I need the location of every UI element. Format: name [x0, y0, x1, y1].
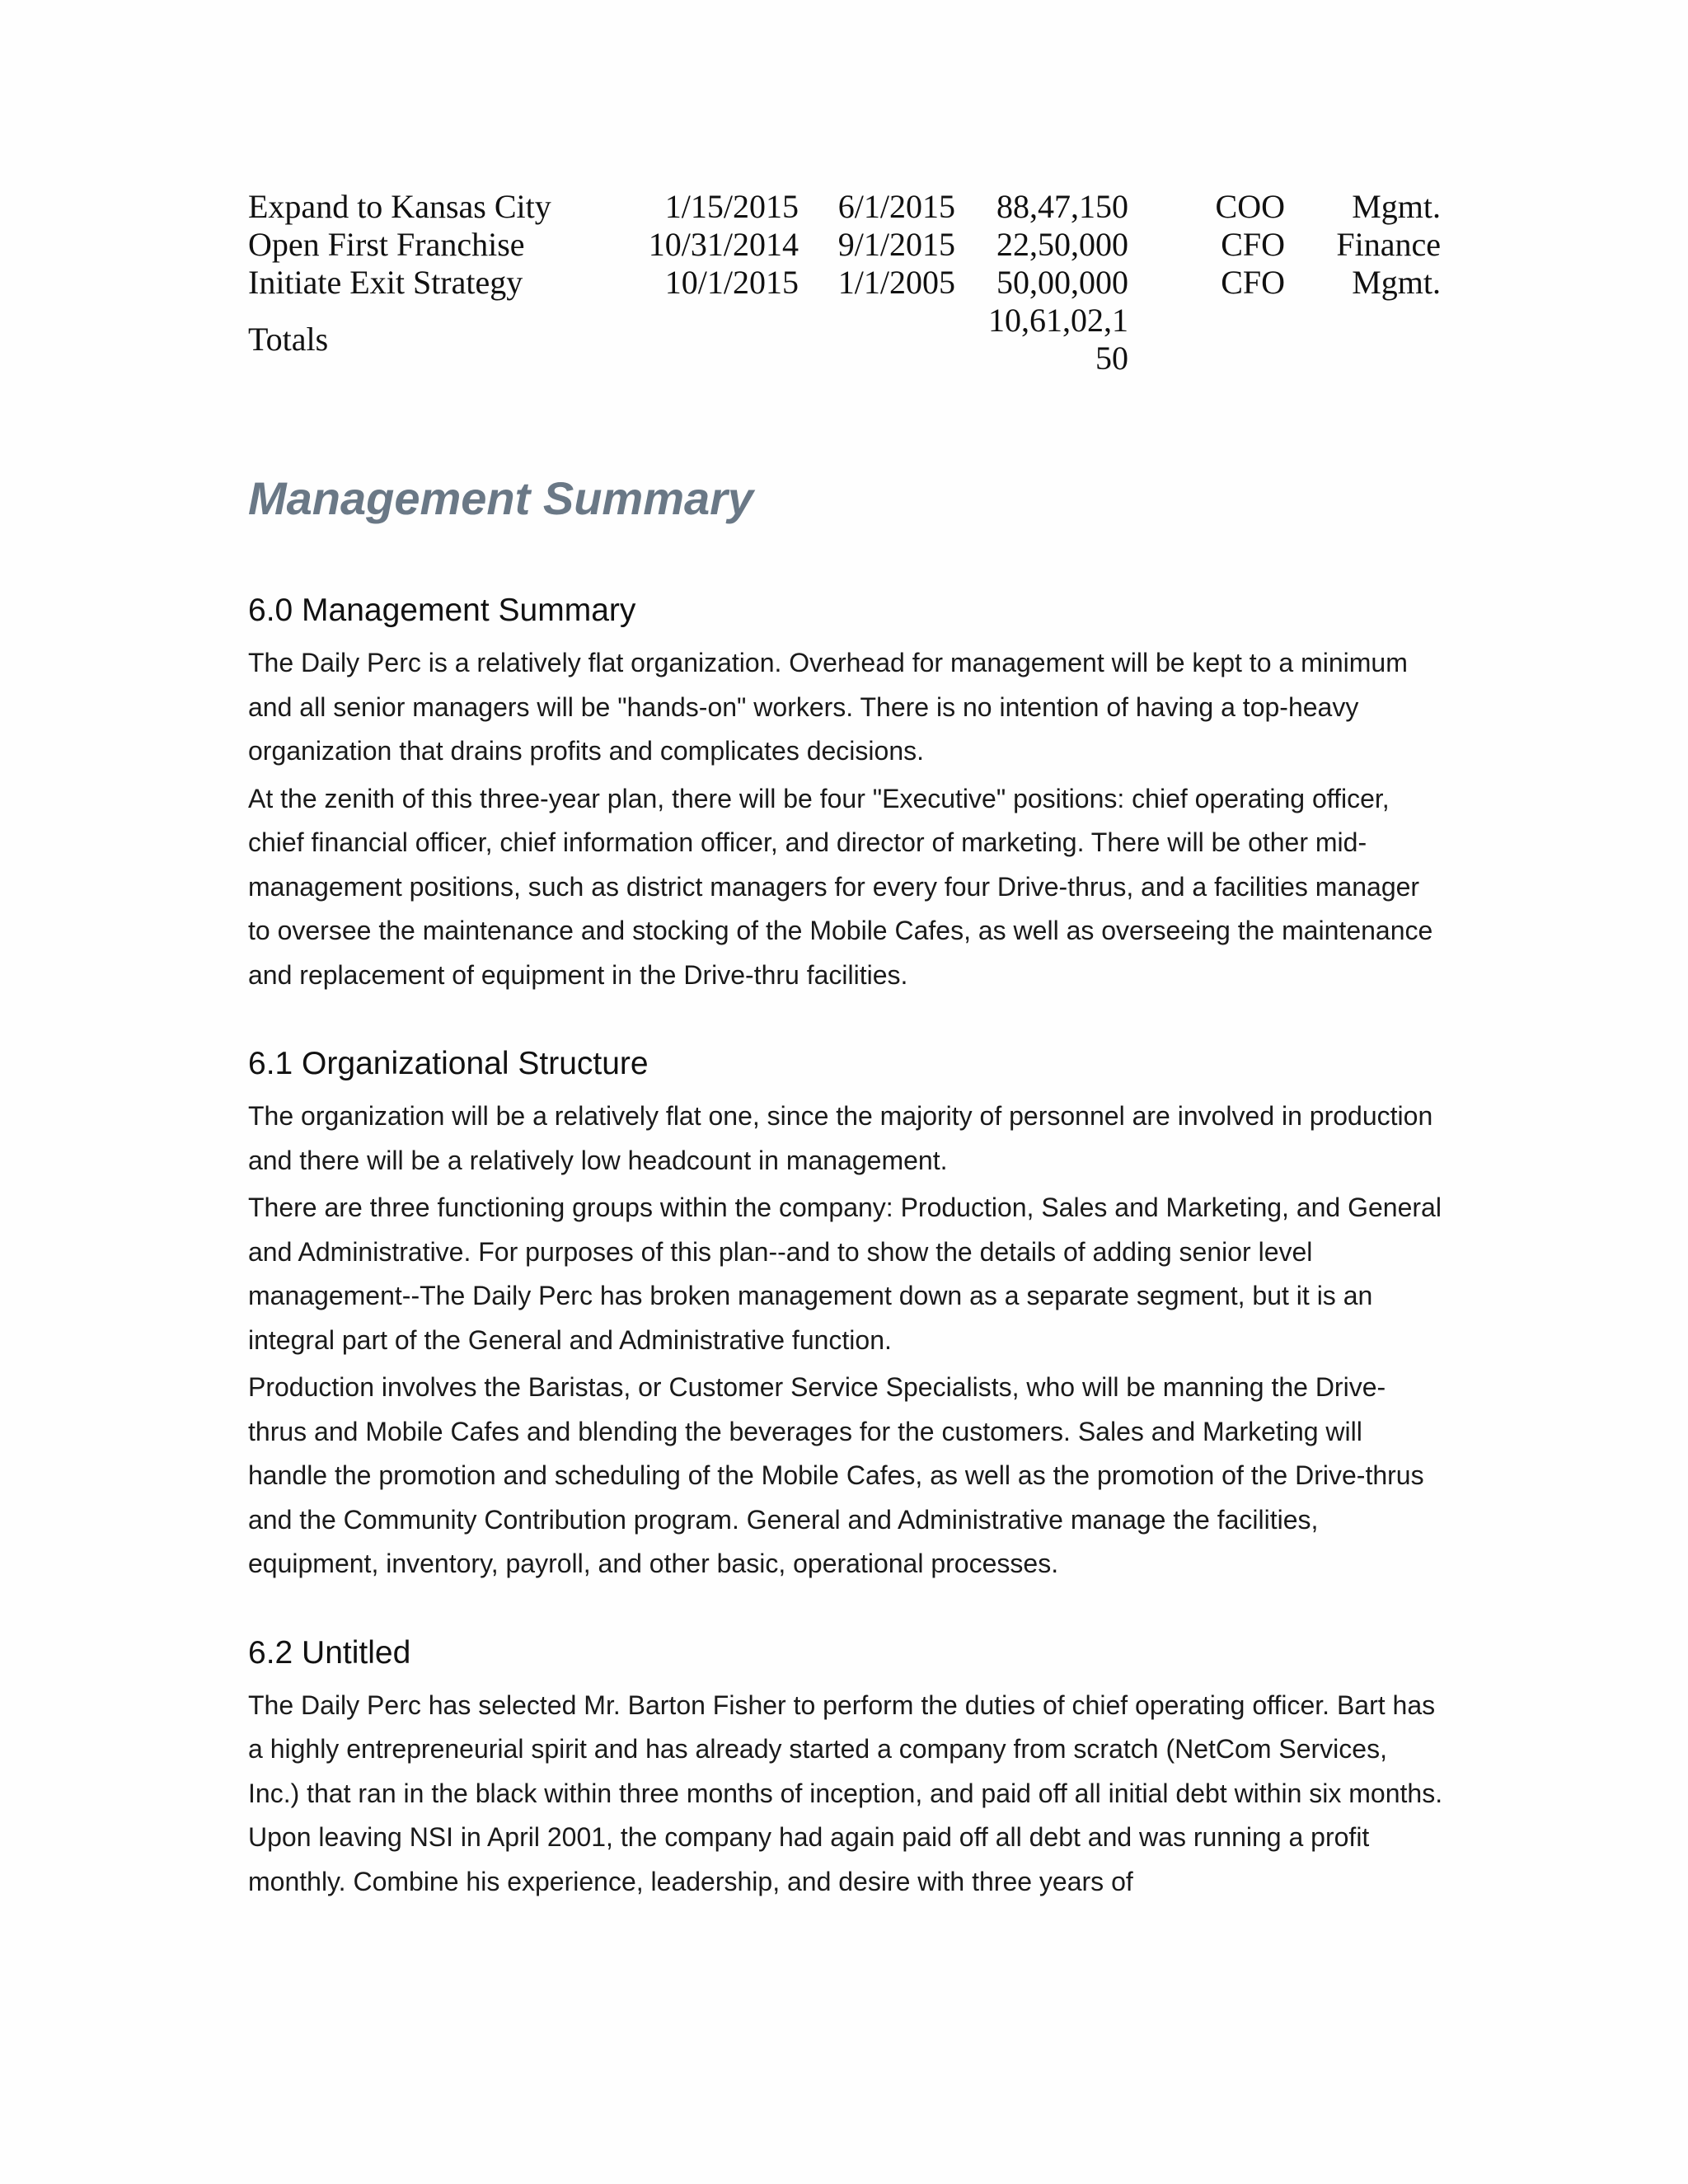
paragraph: The Daily Perc has selected Mr. Barton Fisher to perform the duties of chief operating officer. Bart has a highly entrepreneurial spirit and has already started a company from scratch (NetCom Services, Inc.) that ran in the black within three months of inception, and paid off all initial debt within six months. Upon leaving NSI in April 2001, the company had again paid off all debt and was running a profit monthly. Combine his experience, leadership, and desire with three years of	[248, 1690, 1443, 1896]
totals-row	[248, 302, 1441, 377]
totals-budget: 10,61,02,150	[988, 302, 1128, 377]
section-heading: 6.0 Management Summary	[248, 593, 636, 628]
milestone-manager: COO	[1215, 188, 1285, 225]
section-heading: 6.1 Organizational Structure	[248, 1046, 649, 1081]
paragraph: Production involves the Baristas, or Customer Service Specialists, who will be manning the Drive-thrus and Mobile Cafes and blending the beverages for the customers. Sales and Marketing will handle the promotion and scheduling of the Mobile Cafes, as well as the promotion of the Drive-thrus and the Community Contribution program. General and Administrative manage the facilities, equipment, inventory, payroll, and other basic, operational processes.	[248, 1372, 1424, 1578]
paragraph: The organization will be a relatively flat one, since the majority of personnel are involved in production and there will be a relatively low headcount in management.	[248, 1101, 1433, 1175]
milestone-start-date: 1/15/2015	[664, 188, 799, 225]
table-row	[248, 226, 1441, 264]
milestone-name: Open First Franchise	[248, 226, 525, 263]
table-row	[248, 188, 1441, 226]
milestone-end-date: 6/1/2015	[837, 188, 955, 225]
milestone-name: Expand to Kansas City	[248, 188, 551, 225]
document-body	[248, 587, 1443, 1947]
milestone-department: Finance	[1336, 226, 1441, 263]
milestone-name: Initiate Exit Strategy	[248, 264, 523, 301]
paragraph: At the zenith of this three-year plan, there will be four "Executive" positions: chief operating officer, chief financial officer, chief information officer, and director of marketing. There will be other mid-management positions, such as district managers for every four Drive-thrus, and a facilities manager to oversee the maintenance and stocking of the Mobile Cafes, as well as overseeing the maintenance and replacement of equipment in the Drive-thru facilities.	[248, 783, 1433, 990]
paragraph: There are three functioning groups within the company: Production, Sales and Marketing, and General and Administrative. For purposes of this plan--and to show the details of adding senior level management--The Daily Perc has broken management down as a separate segment, but it is an integral part of the General and Administrative function.	[248, 1193, 1442, 1355]
milestone-budget: 50,00,000	[996, 264, 1128, 301]
milestone-manager: CFO	[1221, 264, 1285, 301]
milestone-department: Mgmt.	[1352, 188, 1441, 225]
section-heading: 6.2 Untitled	[248, 1634, 411, 1671]
milestone-department: Mgmt.	[1352, 264, 1441, 301]
section-6-0	[248, 587, 1443, 997]
milestone-start-date: 10/31/2014	[648, 226, 799, 263]
milestone-end-date: 1/1/2005	[837, 264, 955, 301]
table-row	[248, 264, 1441, 302]
section-6-2	[248, 1629, 1443, 1905]
milestone-start-date: 10/1/2015	[664, 264, 799, 301]
paragraph: The Daily Perc is a relatively flat organization. Overhead for management will be kept to a minimum and all senior managers will be "hands-on" workers. There is no intention of having a top-heavy organization that drains profits and complicates decisions.	[248, 648, 1408, 766]
milestone-budget: 88,47,150	[996, 188, 1128, 225]
milestone-end-date: 9/1/2015	[837, 226, 955, 263]
section-6-1	[248, 1040, 1443, 1586]
milestone-budget: 22,50,000	[996, 226, 1128, 263]
section-title: Management Summary	[248, 472, 754, 524]
milestones-table	[248, 188, 1441, 377]
totals-label: Totals	[248, 321, 329, 358]
milestone-manager: CFO	[1221, 226, 1285, 263]
